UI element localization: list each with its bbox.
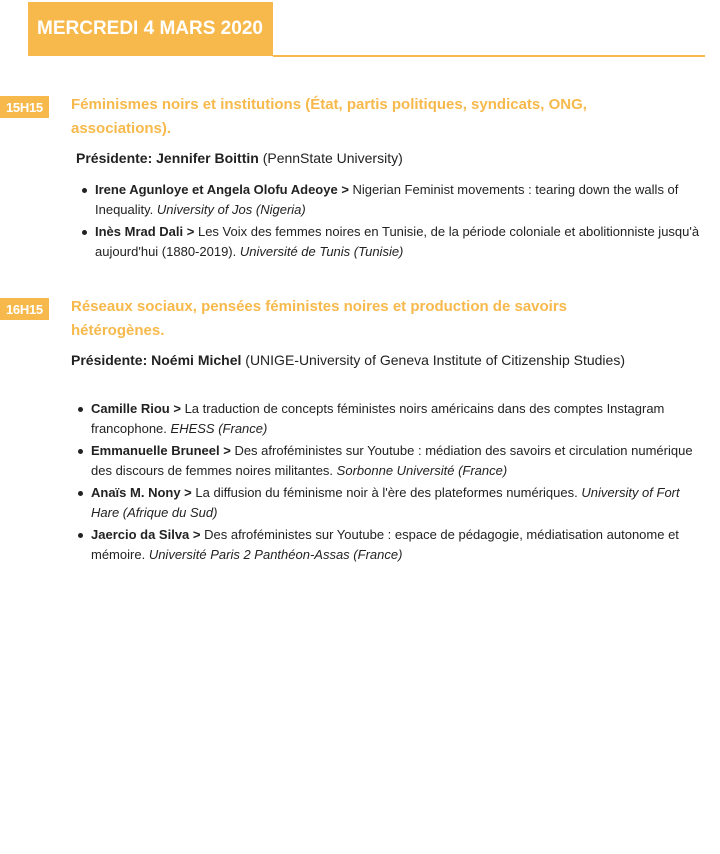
talk-affiliation: University of Fort Hare (Afrique du Sud) bbox=[91, 485, 680, 520]
date-heading: MERCREDI 4 MARS 2020 bbox=[37, 18, 263, 39]
talk-list bbox=[80, 180, 708, 264]
talk-speaker: Camille Riou > bbox=[91, 401, 181, 416]
talk-title: La diffusion du féminisme noir à l'ère des plateformes numériques. bbox=[195, 485, 578, 500]
talk-item bbox=[76, 441, 696, 481]
chair-affiliation: (PennState University) bbox=[262, 150, 403, 166]
talk-affiliation: Sorbonne Université (France) bbox=[336, 463, 508, 478]
talk-speaker: Inès Mrad Dali > bbox=[95, 224, 195, 239]
chair-affiliation: (UNIGE-University of Geneva Institute of Citizenship Studies) bbox=[245, 352, 625, 368]
talk-affiliation: University of Jos (Nigeria) bbox=[156, 202, 306, 217]
session-chair bbox=[71, 352, 671, 369]
talk-item bbox=[80, 180, 708, 220]
talk-list bbox=[76, 399, 696, 567]
talk-title: Nigerian Feminist movements : tearing down the walls of Inequality. bbox=[95, 182, 679, 217]
talk-item bbox=[80, 222, 708, 262]
talk-title: La traduction de concepts féministes noirs américains dans des comptes Instagram francophone. bbox=[91, 401, 665, 436]
talk-item bbox=[76, 483, 696, 523]
time-badge: 16H15 bbox=[0, 298, 49, 320]
talk-speaker: Anaïs M. Nony > bbox=[91, 485, 192, 500]
date-banner bbox=[28, 2, 273, 56]
chair-name: Présidente: Noémi Michel bbox=[71, 352, 242, 368]
chair-name: Présidente: Jennifer Boittin bbox=[76, 150, 259, 166]
talk-title: Des afroféministes sur Youtube : espace de pédagogie, médiatisation autonome et mémoire. bbox=[91, 527, 679, 562]
date-divider bbox=[273, 55, 705, 57]
talk-item bbox=[76, 525, 696, 565]
talk-affiliation: Université de Tunis (Tunisie) bbox=[239, 244, 404, 259]
talk-affiliation: EHESS (France) bbox=[170, 421, 268, 436]
talk-title: Les Voix des femmes noires en Tunisie, de la période coloniale et abolitionniste jusqu'à aujourd'hui (1880-2019). bbox=[95, 224, 700, 259]
session-title: Réseaux sociaux, pensées féministes noires et production de savoirs hétérogènes. bbox=[71, 298, 568, 339]
session-title: Féminismes noirs et institutions (État, partis politiques, syndicats, ONG, associations). bbox=[71, 96, 587, 137]
talk-item bbox=[76, 399, 696, 439]
session-chair bbox=[76, 150, 403, 167]
time-badge: 15H15 bbox=[0, 96, 49, 118]
talk-speaker: Jaercio da Silva > bbox=[91, 527, 201, 542]
talk-speaker: Irene Agunloye et Angela Olofu Adeoye > bbox=[95, 182, 349, 197]
talk-title: Des afroféministes sur Youtube : médiation des savoirs et circulation numérique des discours de femmes noires militantes. bbox=[91, 443, 693, 478]
talk-speaker: Emmanuelle Bruneel > bbox=[91, 443, 231, 458]
talk-affiliation: Université Paris 2 Panthéon-Assas (France) bbox=[148, 547, 403, 562]
